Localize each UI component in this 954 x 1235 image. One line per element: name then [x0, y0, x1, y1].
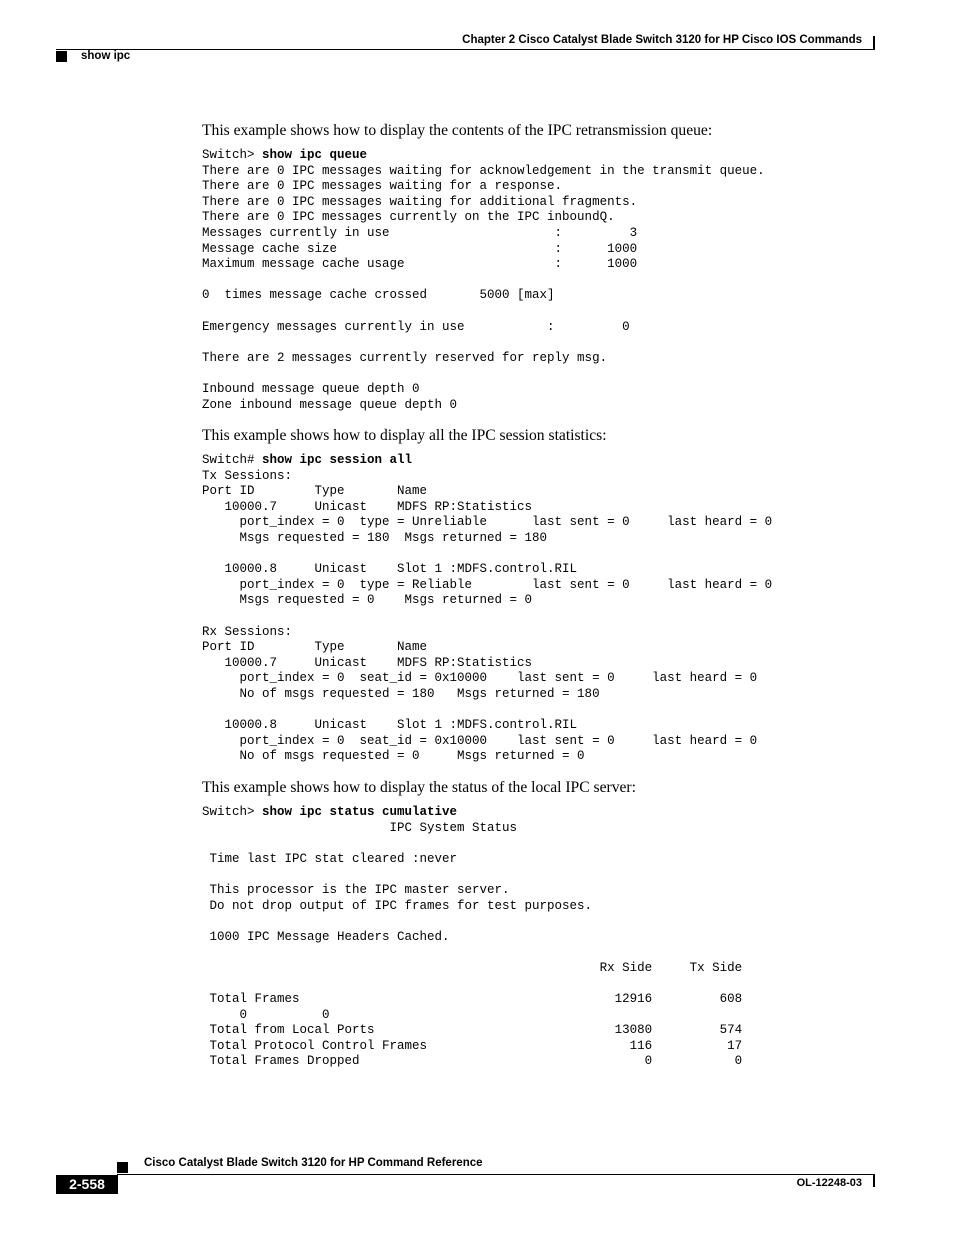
code-block — [202, 453, 882, 765]
cli-prompt: Switch> — [202, 804, 263, 819]
chapter-title: Chapter 2 Cisco Catalyst Blade Switch 3120 for HP Cisco IOS Commands — [462, 34, 862, 46]
page-content — [202, 121, 882, 1070]
cli-command: show ipc session all — [262, 453, 413, 468]
header-marker — [56, 51, 67, 62]
cli-prompt: Switch> — [202, 148, 263, 162]
section-title: show ipc — [81, 50, 131, 62]
example-intro: This example shows how to display the status of the local IPC server: — [202, 778, 636, 796]
example-queue — [202, 121, 882, 413]
cli-output: IPC System Status Time last IPC stat cleared :never This processor is the IPC master server. Do not drop output of IPC frames for test purposes. 1000 IPC Message Headers Cached. Rx Side Tx Side Total Frames 12916 608 0 0 Total from Local Ports 13080 574 Total Protocol Control Frames 116 17 Total Frames Dropped 0 0 — [209, 820, 743, 1069]
page-number: 2-558 — [56, 1175, 118, 1194]
code-block — [202, 805, 882, 1070]
footer-tick — [873, 1175, 875, 1187]
doc-number: OL-12248-03 — [796, 1177, 862, 1189]
example-status — [202, 778, 882, 1070]
book-title: Cisco Catalyst Blade Switch 3120 for HP Command Reference — [144, 1157, 483, 1169]
cli-prompt: Switch# — [202, 453, 263, 468]
example-intro: This example shows how to display the contents of the IPC retransmission queue: — [202, 122, 713, 139]
cli-command: show ipc status cumulative — [262, 804, 458, 819]
example-session — [202, 426, 882, 765]
footer-marker — [117, 1162, 128, 1173]
footer-rule — [117, 1174, 875, 1175]
header-tick — [873, 36, 875, 50]
example-intro: This example shows how to display all the IPC session statistics: — [202, 427, 607, 445]
cli-output: There are 0 IPC messages waiting for acknowledgement in the transmit queue. There are 0 IPC messages waiting for a response. There are 0 IPC messages waiting for additional fragments. There are 0 IPC messages currently on the IPC inboundQ. Messages currently in use : 3 Message cache size : 1000 Maximum message cache usage : 1000 0 times message cache crossed 5000 [max] Emergency messages currently in use : 0 There are 2 messages currently reserved for reply msg. Inbound message queue depth 0 Zone inbound message queue depth 0 — [202, 163, 765, 412]
header-rule — [56, 49, 874, 50]
code-block — [202, 148, 882, 413]
cli-command: show ipc queue — [262, 148, 368, 162]
cli-output: Tx Sessions: Port ID Type Name 10000.7 Unicast MDFS RP:Statistics port_index = 0 type = Unreliable last sent = 0 last heard = 0 Msgs requested = 180 Msgs returned = 180 10000.8 Unicast Slot 1 :MDFS.control.RIL port_index = 0 type = Reliable last sent = 0 last heard = 0 Msgs requested = 0 Msgs returned = 0 Rx Sessions: Port ID Type Name 10000.7 Unicast MDFS RP:Statistics port_index = 0 seat_id = 0x10000 last sent = 0 last heard = 0 No of msgs requested = 180 Msgs returned = 180 10000.8 Unicast Slot 1 :MDFS.control.RIL port_index = 0 seat_id = 0x10000 last sent = 0 last heard = 0 No of msgs requested = 0 Msgs returned = 0 — [202, 468, 773, 764]
